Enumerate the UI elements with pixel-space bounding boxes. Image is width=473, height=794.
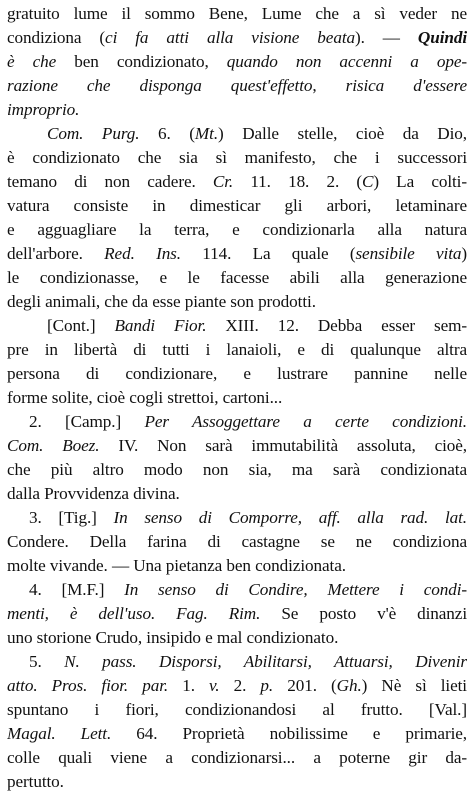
text-line xyxy=(7,242,467,266)
text-segment: C xyxy=(361,172,374,191)
text-segment: ) Dalle stelle, cioè da Dio, xyxy=(218,124,467,143)
text-segment: risica d'essere xyxy=(345,76,467,95)
text-segment: 1. xyxy=(168,676,210,695)
text-segment: 6. ( xyxy=(139,124,195,143)
text-segment: In senso di Condire, Mettere i condi- xyxy=(124,580,467,599)
text-segment: vatura consiste in dimesticar gli arbori, letaminare xyxy=(7,196,467,215)
text-line xyxy=(7,146,467,170)
text-segment: 2. [Camp.] xyxy=(29,412,145,431)
text-segment: persona di condizionare, e lustrare pannine nelle xyxy=(7,364,467,383)
text-segment: degli animali, che da esse piante son prodotti. xyxy=(7,292,316,311)
text-segment: le condizionasse, e le facesse abili alla generazione xyxy=(7,268,467,287)
text-line xyxy=(7,722,467,746)
text-segment: Se posto v'è dinanzi xyxy=(260,604,467,623)
text-segment: , xyxy=(312,76,346,95)
text-segment: ). — xyxy=(354,28,418,47)
text-line xyxy=(7,530,467,554)
text-segment: Bandi Fior. xyxy=(114,316,207,335)
text-segment: 4. [M.F.] xyxy=(29,580,125,599)
text-segment: molte vivande. — Una pietanza ben condizionata. xyxy=(7,556,346,575)
text-segment: N. pass. Disporsi, Abilitarsi, Attuarsi, Divenir xyxy=(64,652,467,671)
text-segment: Condere. Della farina di castagne se ne condiziona xyxy=(7,532,467,551)
text-segment: Red. Ins. xyxy=(104,244,181,263)
text-line xyxy=(7,74,467,98)
text-segment: 114. La quale ( xyxy=(180,244,356,263)
text-segment: ) Nè sì lieti xyxy=(361,676,467,695)
text-segment: ) xyxy=(461,244,467,263)
text-line xyxy=(7,650,467,674)
text-segment: v. xyxy=(209,676,220,695)
text-line xyxy=(7,482,467,506)
text-segment: dalla Provvidenza divina. xyxy=(7,484,180,503)
text-segment: Cr. xyxy=(212,172,234,191)
text-segment: menti, è dell'uso. Fag. Rim. xyxy=(7,604,261,623)
text-line xyxy=(7,26,467,50)
text-segment: 3. [Tig.] xyxy=(29,508,114,527)
text-segment: pre in libertà di tutti i lanaioli, e di qualunque altra xyxy=(7,340,467,359)
text-line xyxy=(7,554,467,578)
text-line xyxy=(7,410,467,434)
text-segment: In senso di Comporre, aff. alla rad. lat. xyxy=(113,508,467,527)
text-line xyxy=(7,746,467,770)
text-segment: 11. 18. 2. ( xyxy=(233,172,362,191)
text-line xyxy=(7,578,467,602)
text-segment: è che xyxy=(7,52,57,71)
text-segment: colle quali viene a condizionarsi... a poterne gir da- xyxy=(7,748,467,767)
text-line xyxy=(7,386,467,410)
text-segment: Per Assoggettare a certe condizioni. xyxy=(144,412,467,431)
text-segment: forme solite, cioè cogli strettoi, cartoni... xyxy=(7,388,283,407)
text-line xyxy=(7,458,467,482)
text-segment: e agguagliare la terra, e condizionarla alla natura xyxy=(7,220,467,239)
text-line xyxy=(7,50,467,74)
text-segment: pertutto. xyxy=(7,772,64,791)
text-segment: Com. Purg. xyxy=(47,124,140,143)
text-segment: Mt. xyxy=(194,124,219,143)
text-segment: che più altro modo non sia, ma sarà condizionata xyxy=(7,460,467,479)
text-line xyxy=(7,290,467,314)
text-segment: è condizionato che sia sì manifesto, che i successori xyxy=(7,148,467,167)
entry-text xyxy=(7,2,467,794)
text-segment: dell'arbore. xyxy=(7,244,105,263)
text-line xyxy=(7,218,467,242)
text-segment: gratuito lume il sommo Bene, Lume che a sì veder ne xyxy=(7,4,467,23)
text-segment: Magal. Lett. xyxy=(7,724,112,743)
text-segment: temano di non cadere. xyxy=(7,172,213,191)
text-segment: Quindi xyxy=(417,28,467,47)
text-segment: XIII. 12. Debba esser sem- xyxy=(206,316,467,335)
text-line xyxy=(7,98,467,122)
text-line xyxy=(7,122,467,146)
text-segment: ) La colti- xyxy=(373,172,467,191)
text-segment: IV. Non sarà immutabilità assoluta, cioè, xyxy=(99,436,467,455)
text-segment: 2. xyxy=(219,676,261,695)
text-segment: improprio. xyxy=(7,100,80,119)
text-segment: condiziona ( xyxy=(7,28,106,47)
text-segment: uno storione Crudo, insipido e mal condizionato. xyxy=(7,628,339,647)
text-segment: ben condizionato, xyxy=(56,52,227,71)
text-segment: Gh. xyxy=(336,676,362,695)
text-line xyxy=(7,770,467,794)
text-line xyxy=(7,362,467,386)
text-line xyxy=(7,602,467,626)
text-segment: p. xyxy=(260,676,274,695)
text-segment: 64. Proprietà nobilissime e primarie, xyxy=(111,724,467,743)
text-line xyxy=(7,434,467,458)
text-line xyxy=(7,506,467,530)
text-segment: [Cont.] xyxy=(47,316,115,335)
text-line xyxy=(7,2,467,26)
text-line xyxy=(7,266,467,290)
text-line xyxy=(7,338,467,362)
text-line xyxy=(7,194,467,218)
text-segment: sensibile vita xyxy=(355,244,462,263)
text-segment: razione che disponga quest'effetto xyxy=(7,76,313,95)
text-segment: atto. Pros. fior. par. xyxy=(7,676,169,695)
text-line xyxy=(7,170,467,194)
text-segment: 5. xyxy=(29,652,65,671)
text-segment: Com. Boez. xyxy=(7,436,100,455)
text-line xyxy=(7,626,467,650)
text-segment: quando non accenni a ope- xyxy=(226,52,467,71)
text-segment: spuntano i fiori, condizionandosi al frutto. [Val.] xyxy=(7,700,467,719)
text-segment: ci fa atti alla visione beata xyxy=(105,28,355,47)
text-line xyxy=(7,314,467,338)
text-line xyxy=(7,674,467,698)
text-segment: 201. ( xyxy=(273,676,337,695)
